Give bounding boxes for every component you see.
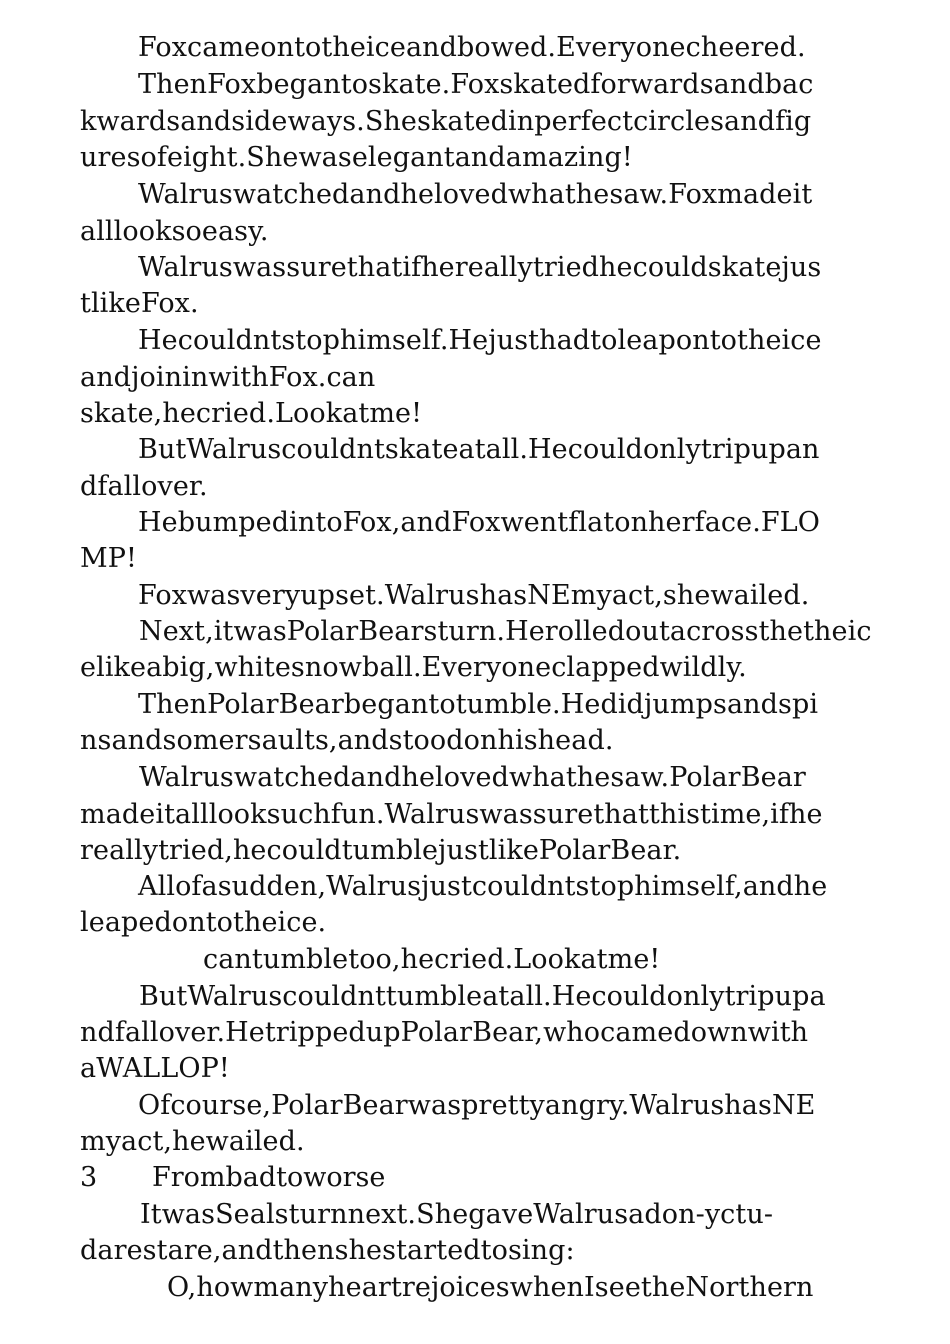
text-line: reallytried,hecouldtumblejustlikePolarBear.	[80, 835, 682, 866]
text-line: cantumbletoo,hecried.Lookatme!	[203, 944, 661, 975]
text-line: Foxwasveryupset.WalrushasNEmyact,shewailed.	[138, 580, 810, 611]
text-line: HebumpedintoFox,andFoxwentflatonherface.FLO	[138, 507, 821, 538]
text-line: alllooksoeasy.	[80, 216, 269, 247]
text-line: nsandsomersaults,andstoodonhishead.	[80, 725, 614, 756]
text-line: Ofcourse,PolarBearwasprettyangry.WalrushasNE	[138, 1090, 816, 1121]
text-line: uresofeight.Shewaselegantandamazing!	[80, 142, 633, 173]
text-line: O,howmanyheartrejoiceswhenIseetheNorthern	[167, 1272, 814, 1303]
text-line: elikeabig,whitesnowball.Everyoneclappedwildly.	[80, 652, 747, 683]
text-line: darestare,andthenshestartedtosing:	[80, 1235, 575, 1266]
text-line: madeitalllooksuchfun.Walruswassurethatthistime,ifhe	[80, 799, 823, 830]
text-line: dfallover.	[80, 471, 208, 502]
text-line: MP!	[80, 543, 137, 574]
text-line: myact,hewailed.	[80, 1126, 305, 1157]
text-line: ndfallover.HetrippedupPolarBear,whocamedownwith	[80, 1017, 809, 1048]
text-line: Next,itwasPolarBearsturn.Herolledoutacrossthetheic	[139, 616, 872, 647]
text-line: leapedontotheice.	[80, 907, 327, 938]
text-line: Walruswatchedandhelovedwhathesaw.Foxmadeit	[138, 179, 813, 210]
chapter-number: 3	[80, 1162, 98, 1193]
text-line: Allofasudden,Walrusjustcouldntstophimself,andhe	[138, 871, 828, 902]
text-line: ItwasSealsturnnext.ShegaveWalrusadon-yctu-	[140, 1199, 774, 1230]
text-line: ButWalruscouldnttumbleatall.Hecouldonlytripupa	[139, 981, 826, 1012]
text-line: skate,hecried.Lookatme!	[80, 398, 423, 429]
text-line: andjoininwithFox.can	[80, 362, 376, 393]
text-line: ThenPolarBearbegantotumble.Hedidjumpsandspi	[138, 689, 819, 720]
text-line: ButWalruscouldntskateatall.Hecouldonlytripupan	[138, 434, 820, 465]
text-line: tlikeFox.	[80, 288, 199, 319]
text-line: Walruswatchedandhelovedwhathesaw.PolarBear	[139, 762, 806, 793]
chapter-title: Frombadtoworse	[152, 1162, 386, 1193]
text-line: ThenFoxbegantoskate.Foxskatedforwardsandbac	[138, 69, 814, 100]
text-line: Foxcameontotheiceandbowed.Everyonecheered.	[138, 32, 806, 63]
text-line: kwardsandsideways.Sheskatedinperfectcirclesandfig	[80, 106, 812, 137]
text-line: Walruswassurethatifhereallytriedhecouldskatejus	[138, 252, 822, 283]
text-line: aWALLOP!	[80, 1053, 230, 1084]
text-line: Hecouldntstophimself.Hejusthadtoleapontotheice	[138, 325, 822, 356]
